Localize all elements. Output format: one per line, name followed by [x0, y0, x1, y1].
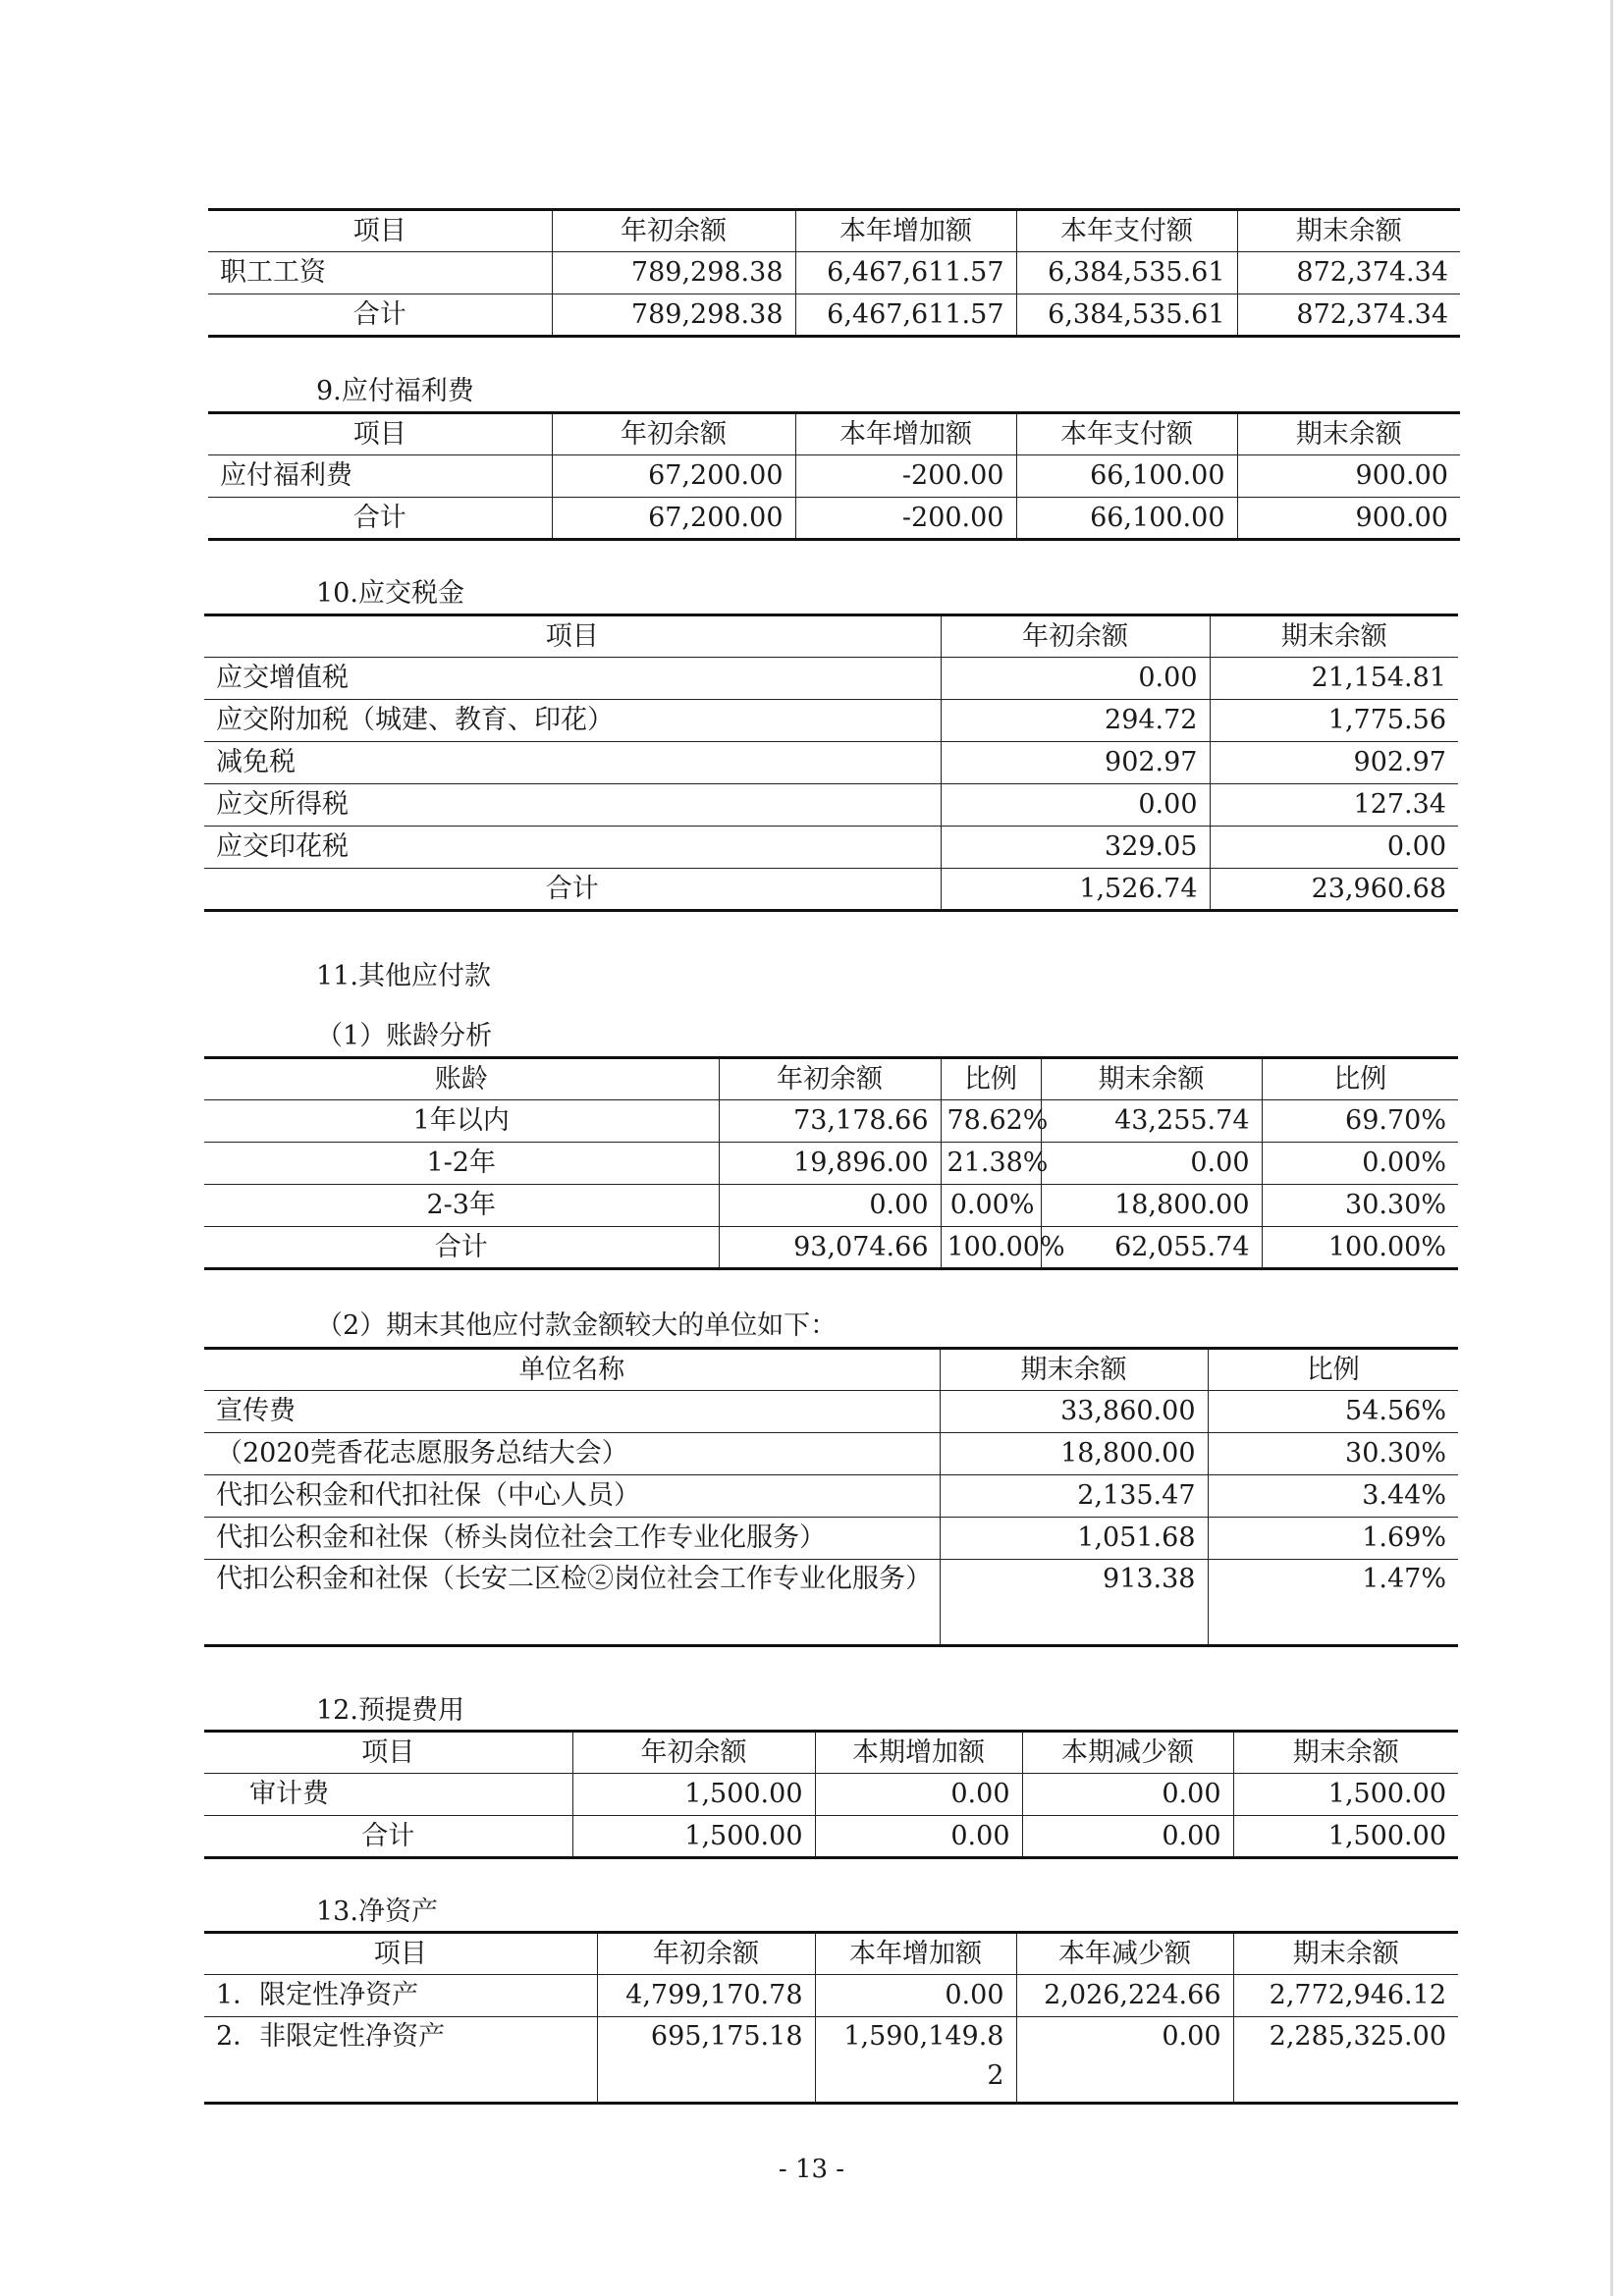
header-cell: 项目 — [208, 413, 552, 455]
value-cell: 6,384,535.61 — [1016, 294, 1237, 337]
item-cell: 职工工资 — [208, 252, 552, 294]
value-cell: 902.97 — [1210, 742, 1458, 784]
value-cell: 1,500.00 — [1233, 1816, 1458, 1858]
table-row — [204, 1185, 1458, 1227]
table-header-row — [208, 210, 1460, 252]
value-cell: 1,051.68 — [940, 1518, 1208, 1560]
table-header-row — [204, 1058, 1458, 1100]
table-row — [204, 1475, 1458, 1518]
value-cell: -200.00 — [795, 455, 1016, 498]
value-cell: 1,526.74 — [941, 869, 1210, 911]
total-row — [204, 1816, 1458, 1858]
major-units-table — [204, 1347, 1458, 1647]
value-cell: 21.38% — [941, 1143, 1041, 1185]
value-cell: 1.69% — [1208, 1518, 1458, 1560]
subsection-title-major-units: （2）期末其他应付款金额较大的单位如下： — [316, 1310, 838, 1341]
value-cell: 0.00 — [815, 1975, 1016, 2017]
item-cell: 合计 — [204, 1227, 719, 1269]
table-row — [208, 455, 1460, 498]
section-title-accrued: 12.预提费用 — [316, 1695, 464, 1726]
table-row — [204, 827, 1458, 869]
item-cell: 应交所得税 — [204, 784, 941, 827]
section-title-tax: 10.应交税金 — [316, 578, 464, 609]
table-row — [204, 1143, 1458, 1185]
header-cell: 本年减少额 — [1016, 1933, 1233, 1975]
value-cell: 18,800.00 — [940, 1433, 1208, 1475]
table-row — [204, 658, 1458, 700]
subsection-title-aging: （1）账龄分析 — [316, 1021, 493, 1051]
table-row — [204, 2017, 1458, 2104]
value-cell: 2,285,325.00 — [1233, 2017, 1458, 2104]
value-cell: 789,298.38 — [552, 294, 795, 337]
value-cell: 66,100.00 — [1016, 498, 1237, 540]
accrued-table — [204, 1730, 1458, 1859]
table-header-row — [204, 1349, 1458, 1391]
value-cell: 23,960.68 — [1210, 869, 1458, 911]
table-header-row — [204, 1732, 1458, 1774]
item-cell: 1．限定性净资产 — [204, 1975, 597, 2017]
header-cell: 本年增加额 — [795, 413, 1016, 455]
value-cell: 100.00% — [1262, 1227, 1458, 1269]
value-cell: 33,860.00 — [940, 1391, 1208, 1433]
item-cell: 代扣公积金和社保（长安二区检②岗位社会工作专业化服务） — [204, 1560, 940, 1646]
welfare-table — [208, 411, 1460, 541]
header-cell: 比例 — [1208, 1349, 1458, 1391]
table-header-row — [204, 615, 1458, 658]
header-cell: 年初余额 — [941, 615, 1210, 658]
item-cell: 审计费 — [204, 1774, 572, 1816]
table-header-row — [208, 413, 1460, 455]
value-cell: -200.00 — [795, 498, 1016, 540]
value-cell: 695,175.18 — [597, 2017, 815, 2104]
table-row — [204, 700, 1458, 742]
value-cell: 67,200.00 — [552, 498, 795, 540]
scan-edge — [1610, 0, 1613, 2296]
item-cell: 代扣公积金和代扣社保（中心人员） — [204, 1475, 940, 1518]
header-cell: 年初余额 — [552, 210, 795, 252]
item-cell: 减免税 — [204, 742, 941, 784]
header-cell: 年初余额 — [719, 1058, 941, 1100]
value-cell: 872,374.34 — [1237, 252, 1460, 294]
item-cell: 合计 — [204, 869, 941, 911]
item-cell: 2．非限定性净资产 — [204, 2017, 597, 2104]
value-cell: 6,384,535.61 — [1016, 252, 1237, 294]
item-cell: 合计 — [208, 498, 552, 540]
value-cell: 913.38 — [940, 1560, 1208, 1646]
table-row — [204, 1518, 1458, 1560]
value-cell: 30.30% — [1208, 1433, 1458, 1475]
salary-table — [208, 208, 1460, 338]
value-cell: 2,772,946.12 — [1233, 1975, 1458, 2017]
item-cell: 应交附加税（城建、教育、印花） — [204, 700, 941, 742]
item-cell: 应付福利费 — [208, 455, 552, 498]
item-cell: 代扣公积金和社保（桥头岗位社会工作专业化服务） — [204, 1518, 940, 1560]
table-row — [204, 1391, 1458, 1433]
header-cell: 单位名称 — [204, 1349, 940, 1391]
table-row — [208, 252, 1460, 294]
item-cell: 应交印花税 — [204, 827, 941, 869]
value-cell: 0.00 — [719, 1185, 941, 1227]
header-cell: 期末余额 — [1233, 1933, 1458, 1975]
value-cell: 0.00 — [1041, 1143, 1262, 1185]
header-cell: 项目 — [204, 615, 941, 658]
table-row — [204, 1433, 1458, 1475]
value-cell: 1,500.00 — [572, 1816, 815, 1858]
header-cell: 项目 — [208, 210, 552, 252]
value-cell: 100.00% — [941, 1227, 1041, 1269]
value-cell: 1,590,149.82 — [815, 2017, 1016, 2104]
value-cell: 902.97 — [941, 742, 1210, 784]
value-cell: 6,467,611.57 — [795, 294, 1016, 337]
value-cell: 62,055.74 — [1041, 1227, 1262, 1269]
table-header-row — [204, 1933, 1458, 1975]
value-cell: 19,896.00 — [719, 1143, 941, 1185]
section-title-welfare: 9.应付福利费 — [316, 376, 474, 406]
value-cell: 18,800.00 — [1041, 1185, 1262, 1227]
value-cell: 329.05 — [941, 827, 1210, 869]
table-row — [204, 1560, 1458, 1646]
header-cell: 期末余额 — [1210, 615, 1458, 658]
value-cell: 0.00 — [815, 1816, 1022, 1858]
value-cell: 43,255.74 — [1041, 1100, 1262, 1143]
section-title-net-assets: 13.净资产 — [316, 1896, 438, 1927]
value-cell: 69.70% — [1262, 1100, 1458, 1143]
header-cell: 期末余额 — [1237, 210, 1460, 252]
value-cell: 67,200.00 — [552, 455, 795, 498]
item-cell: 1-2年 — [204, 1143, 719, 1185]
value-cell: 1,775.56 — [1210, 700, 1458, 742]
section-title-other-payables: 11.其他应付款 — [316, 961, 491, 991]
value-cell: 2,026,224.66 — [1016, 1975, 1233, 2017]
header-cell: 本年支付额 — [1016, 210, 1237, 252]
value-cell: 21,154.81 — [1210, 658, 1458, 700]
page-number: - 13 - — [778, 2155, 845, 2184]
value-cell: 872,374.34 — [1237, 294, 1460, 337]
value-cell: 0.00 — [941, 784, 1210, 827]
item-cell: （2020莞香花志愿服务总结大会） — [204, 1433, 940, 1475]
header-cell: 年初余额 — [597, 1933, 815, 1975]
item-cell: 合计 — [204, 1816, 572, 1858]
total-row — [204, 1227, 1458, 1269]
value-cell: 0.00 — [941, 658, 1210, 700]
header-cell: 本年支付额 — [1016, 413, 1237, 455]
value-cell: 294.72 — [941, 700, 1210, 742]
value-cell: 900.00 — [1237, 455, 1460, 498]
value-cell: 3.44% — [1208, 1475, 1458, 1518]
header-cell: 本年增加额 — [795, 210, 1016, 252]
header-cell: 本期增加额 — [815, 1732, 1022, 1774]
value-cell: 0.00 — [815, 1774, 1022, 1816]
value-cell: 0.00 — [1210, 827, 1458, 869]
value-cell: 0.00 — [1022, 1774, 1233, 1816]
aging-table — [204, 1056, 1458, 1270]
header-cell: 年初余额 — [552, 413, 795, 455]
header-cell: 账龄 — [204, 1058, 719, 1100]
item-cell: 2-3年 — [204, 1185, 719, 1227]
item-cell: 合计 — [208, 294, 552, 337]
value-cell: 73,178.66 — [719, 1100, 941, 1143]
item-cell: 1年以内 — [204, 1100, 719, 1143]
value-cell: 1,500.00 — [1233, 1774, 1458, 1816]
value-cell: 30.30% — [1262, 1185, 1458, 1227]
header-cell: 项目 — [204, 1732, 572, 1774]
value-cell: 2,135.47 — [940, 1475, 1208, 1518]
header-cell: 年初余额 — [572, 1732, 815, 1774]
header-cell: 本年增加额 — [815, 1933, 1016, 1975]
header-cell: 期末余额 — [1233, 1732, 1458, 1774]
value-cell: 4,799,170.78 — [597, 1975, 815, 2017]
total-row — [208, 498, 1460, 540]
table-row — [204, 742, 1458, 784]
header-cell: 期末余额 — [1237, 413, 1460, 455]
header-cell: 期末余额 — [940, 1349, 1208, 1391]
value-cell: 0.00% — [1262, 1143, 1458, 1185]
value-cell: 0.00% — [941, 1185, 1041, 1227]
value-cell: 789,298.38 — [552, 252, 795, 294]
total-row — [208, 294, 1460, 337]
value-cell: 127.34 — [1210, 784, 1458, 827]
header-cell: 项目 — [204, 1933, 597, 1975]
value-cell: 1.47% — [1208, 1560, 1458, 1646]
value-cell: 6,467,611.57 — [795, 252, 1016, 294]
value-cell: 1,500.00 — [572, 1774, 815, 1816]
value-cell: 0.00 — [1022, 1816, 1233, 1858]
item-cell: 宣传费 — [204, 1391, 940, 1433]
header-cell: 比例 — [1262, 1058, 1458, 1100]
table-row — [204, 784, 1458, 827]
header-cell: 期末余额 — [1041, 1058, 1262, 1100]
total-row — [204, 869, 1458, 911]
header-cell: 比例 — [941, 1058, 1041, 1100]
table-row — [204, 1100, 1458, 1143]
value-cell: 66,100.00 — [1016, 455, 1237, 498]
header-cell: 本期减少额 — [1022, 1732, 1233, 1774]
value-cell: 54.56% — [1208, 1391, 1458, 1433]
net-assets-table — [204, 1931, 1458, 2105]
item-cell: 应交增值税 — [204, 658, 941, 700]
value-cell: 78.62% — [941, 1100, 1041, 1143]
value-cell: 0.00 — [1016, 2017, 1233, 2104]
value-cell: 900.00 — [1237, 498, 1460, 540]
value-cell: 93,074.66 — [719, 1227, 941, 1269]
table-row — [204, 1774, 1458, 1816]
tax-table — [204, 614, 1458, 912]
table-row — [204, 1975, 1458, 2017]
